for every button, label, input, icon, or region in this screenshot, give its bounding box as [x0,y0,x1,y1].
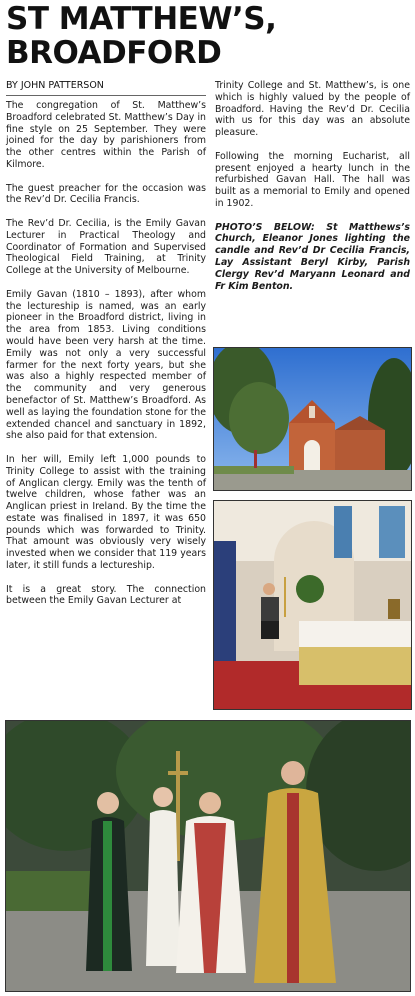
paragraph-4: Emily Gavan (1810 – 1893), after whom the lectureship is named, was an early pioneer in the Broadford district, living in the area from 1853. Living conditions would have been very harsh at the time. Emily was not only a very successful farmer for the next forty years, but she was also a highly respected member of the community and very generous benefactor of St. Matthew’s Broadford. As well as laying the foundation stone for the extended chancel and sanctuary in 1892, she also paid for that extension. [6,288,206,442]
paragraph-2: The guest preacher for the occasion was the Rev’d Dr. Cecilia Francis. [6,182,206,206]
clergy-group-image [6,721,410,991]
article-title: ST MATTHEW’S, BROADFORD [6,1,277,71]
church-interior-photo [213,500,412,710]
paragraph-6: It is a great story. The connection between the Emily Gavan Lecturer at [6,583,206,607]
church-exterior-photo [213,347,412,491]
right-column [215,80,410,304]
church-interior-image [214,501,411,709]
paragraph-1: The congregation of St. Matthew’s Broadford celebrated St. Matthew’s Day in fine style on 25 September. They were joined for the day by parishioners from the other centres within the Parish of Kilmore. [6,100,206,170]
paragraph-8: Following the morning Eucharist, all present enjoyed a hearty lunch in the refurbished Gavan Hall. The hall was built as a memorial to Emily and opened in 1902. [215,150,410,209]
byline: BY JOHN PATTERSON [6,80,206,96]
paragraph-5: In her will, Emily left 1,000 pounds to Trinity College to assist with the training of Anglican clergy. Emily was the tenth of twelve children, whose father was an Anglican priest in Ireland. By the time the estate was finalised in 1897, it was 650 pounds which was forwarded to Trinity. That amount was obviously very wisely invested when we consider that 119 years later, it still funds a lectureship. [6,453,206,572]
paragraph-7: Trinity College and St. Matthew’s, is one which is highly valued by the people of Broadford. Having the Rev’d Dr. Cecilia with us for this day was an absolute pleasure. [215,80,410,139]
photo-caption: PHOTO’S BELOW: St Matthews’s Church, Eleanor Jones lighting the candle and Rev’d Dr Cecilia Francis, Lay Assistant Beryl Kirby, Parish Clergy Rev’d Maryann Leonard and Fr Kim Benton. [215,221,410,292]
church-exterior-image [214,348,411,490]
clergy-group-photo [5,720,411,992]
paragraph-3: The Rev’d Dr. Cecilia, is the Emily Gavan Lecturer in Practical Theology and Coordinator of Formation and Supervised Theological Field Training, at Trinity College at the University of Melbourne. [6,217,206,277]
left-column [6,100,206,619]
